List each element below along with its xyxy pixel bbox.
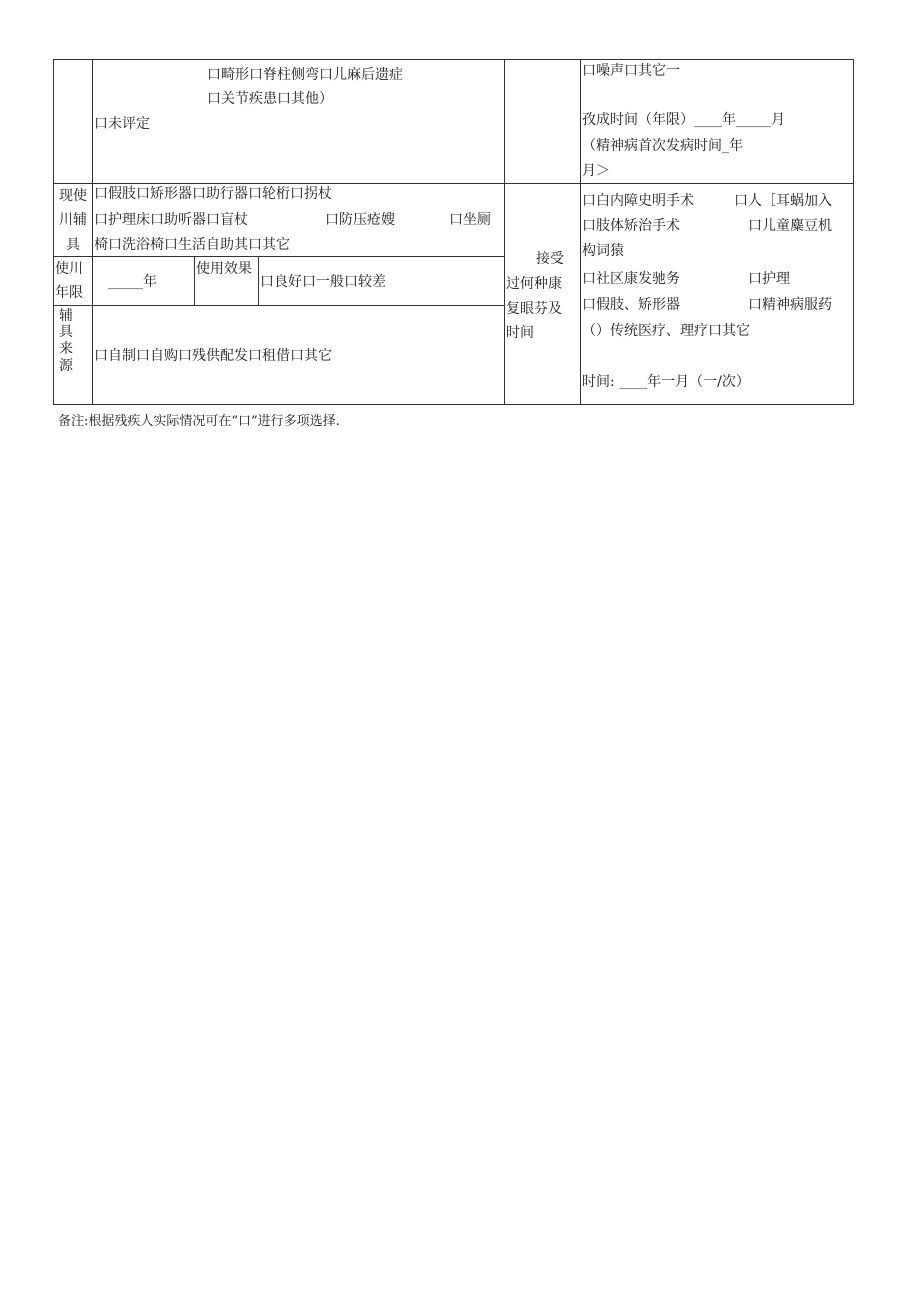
mental-illness-onset-line-2: 月＞ xyxy=(582,163,610,179)
table-divider xyxy=(53,183,854,184)
current-aids-row-1: 口假肢口矫形器口助行器口轮桁口拐杖 xyxy=(94,186,332,202)
current-aids-label-2: 川辅 xyxy=(59,212,87,228)
rehab-label-2: 过何种康 xyxy=(506,276,562,292)
usage-years-label-1: 使川 xyxy=(55,261,83,277)
disability-cause-line-2: 口关节疾患口其他） xyxy=(207,91,333,107)
current-aids-row-3: 椅口洗浴椅口生活自助其口其它 xyxy=(94,237,290,253)
usage-effect-label: 使用效果 xyxy=(196,261,252,277)
current-aids-label-1: 现使 xyxy=(59,188,87,204)
usage-effect-options: 口良好口一般口较差 xyxy=(260,274,386,290)
aid-source-label-1: 辅 xyxy=(59,308,73,324)
other-cause-option: 口噪声口其它一 xyxy=(582,63,680,79)
table-divider xyxy=(580,59,581,405)
rehab-option-traditional: （）传统医疗、理疗口其它 xyxy=(582,323,750,339)
table-divider xyxy=(53,256,504,257)
table-divider xyxy=(258,256,259,305)
aid-source-label-2: 具 xyxy=(59,324,73,340)
rehab-label-1: 接受 xyxy=(536,251,564,267)
rehab-option-nursing: 口护理 xyxy=(748,271,790,287)
rehab-option-prosthesis: 口假肢、矫形器 xyxy=(582,297,680,313)
current-aids-row-2c: 口坐厕 xyxy=(449,212,491,228)
table-border xyxy=(53,404,854,405)
mental-illness-onset-line-1: （精神病首次发病时间_年 xyxy=(582,138,743,154)
rehab-option-child-cont: 构词猿 xyxy=(582,243,624,259)
rehab-label-4: 时间 xyxy=(506,325,534,341)
rehab-option-psych-meds: 口精神病服药 xyxy=(748,297,832,313)
disability-cause-line-3: 口未评定 xyxy=(94,116,150,132)
rehab-option-cochlear: 口人［耳蜗加入 xyxy=(734,193,832,209)
current-aids-row-2a: 口护理床口助听器口盲杖 xyxy=(94,212,248,228)
rehab-option-child: 口儿童麋豆机 xyxy=(748,218,832,234)
current-aids-row-2b: 口防压疮嫂 xyxy=(325,212,395,228)
aid-source-options: 口自制口自购口残供配发口租借口其它 xyxy=(94,348,332,364)
current-aids-label-3: 具 xyxy=(66,237,80,253)
disability-info-form xyxy=(53,59,854,405)
table-divider xyxy=(92,59,93,405)
table-divider xyxy=(194,256,195,305)
aid-source-label-3: 来 xyxy=(59,341,73,357)
table-border xyxy=(53,59,54,405)
table-border xyxy=(53,59,854,60)
rehab-option-cataract: 口白内障史明手术 xyxy=(582,193,694,209)
rehab-time-field: 时间: ____年一月（一/次） xyxy=(582,374,750,390)
footnote: 备注:根据残疾人实际情况可在“口”进行多项选择. xyxy=(58,414,340,429)
onset-time-field: 孜成时间（年限）____年_____月 xyxy=(582,112,785,128)
rehab-option-community: 口社区康发驰务 xyxy=(582,271,680,287)
table-border xyxy=(853,59,854,405)
rehab-label-3: 复眼芬及 xyxy=(506,301,562,317)
aid-source-label-4: 源 xyxy=(59,358,73,374)
disability-cause-line-1: 口畸形口脊柱侧弯口儿麻后遗症 xyxy=(207,67,403,83)
table-divider xyxy=(504,59,505,405)
rehab-option-limb-surgery: 口肢体矫治手术 xyxy=(582,218,680,234)
table-divider xyxy=(53,305,504,306)
usage-years-label-2: 年限 xyxy=(55,285,83,301)
usage-years-field: _____年 xyxy=(108,274,157,290)
